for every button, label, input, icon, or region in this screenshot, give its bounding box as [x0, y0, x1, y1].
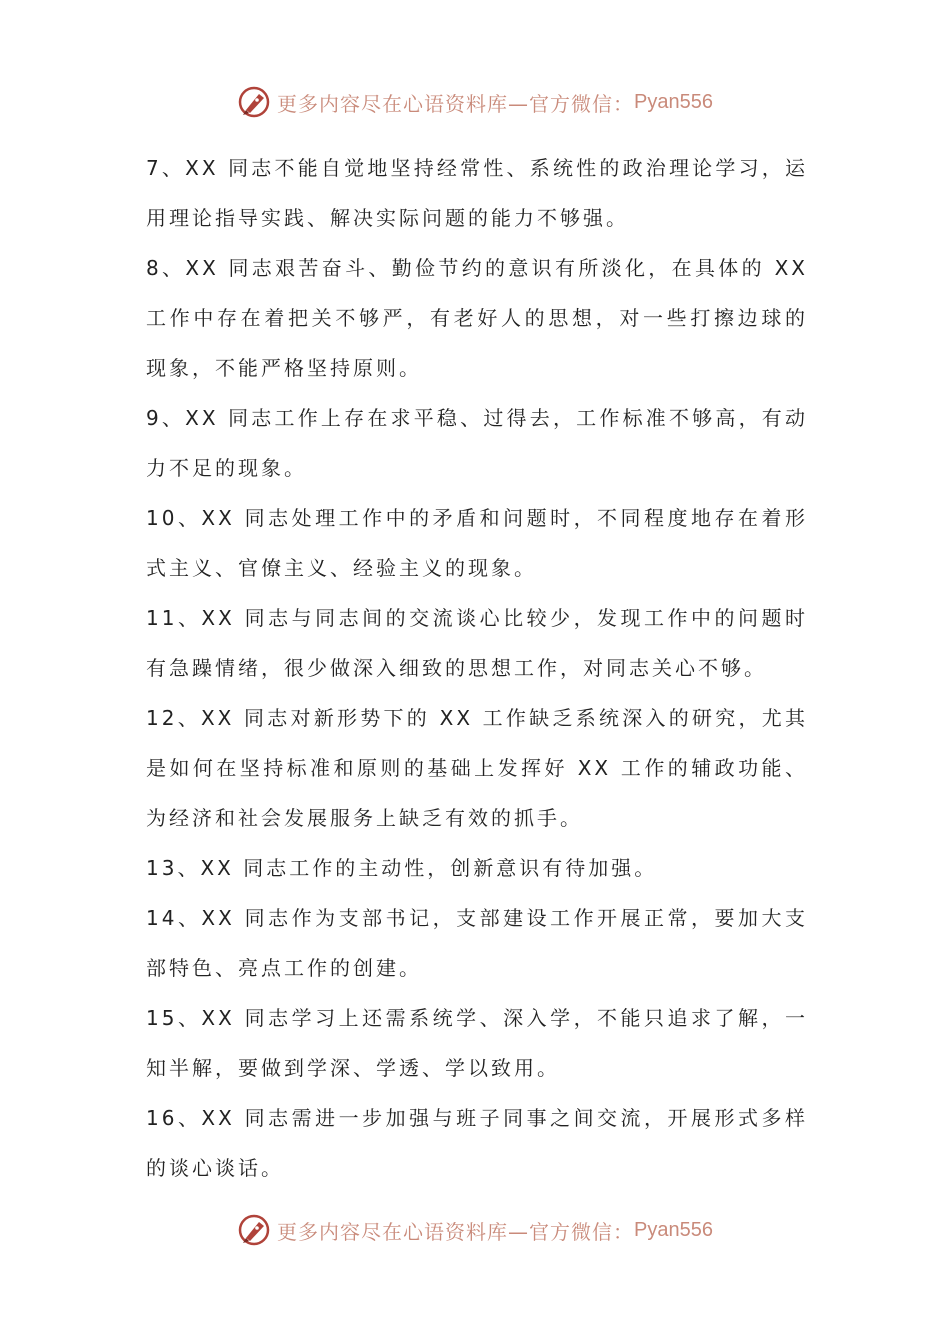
list-item: 14、XX 同志作为支部书记，支部建设工作开展正常，要加大支部特色、亮点工作的创建。 — [146, 906, 808, 980]
list-item: 11、XX 同志与同志间的交流谈心比较少，发现工作中的问题时有急躁情绪，很少做深入细致的思想工作，对同志关心不够。 — [146, 606, 808, 680]
list-item: 8、XX 同志艰苦奋斗、勤俭节约的意识有所淡化，在具体的 XX 工作中存在着把关不够严，有老好人的思想，对一些打擦边球的现象，不能严格坚持原则。 — [146, 256, 808, 380]
list-item: 12、XX 同志对新形势下的 XX 工作缺乏系统深入的研究，尤其是如何在坚持标准和原则的基础上发挥好 XX 工作的辅政功能、为经济和社会发展服务上缺乏有效的抓手。 — [146, 706, 808, 830]
list-item: 9、XX 同志工作上存在求平稳、过得去，工作标准不够高，有动力不足的现象。 — [146, 406, 808, 480]
list-item: 7、XX 同志不能自觉地坚持经常性、系统性的政治理论学习，运用理论指导实践、解决实际问题的能力不够强。 — [146, 156, 808, 230]
banner-wechat-id: Pyan556 — [634, 90, 713, 113]
document-body — [146, 143, 808, 1193]
list-item: 15、XX 同志学习上还需系统学、深入学，不能只追求了解，一知半解，要做到学深、学透、学以致用。 — [146, 1006, 808, 1080]
banner-wechat-id: Pyan556 — [634, 1218, 713, 1241]
list-item: 13、XX 同志工作的主动性，创新意识有待加强。 — [146, 856, 658, 880]
header-banner — [0, 80, 950, 124]
banner-text: 更多内容尽在心语资料库—官方微信： — [277, 91, 635, 116]
footer-banner — [0, 1208, 950, 1252]
banner-text: 更多内容尽在心语资料库—官方微信： — [277, 1219, 635, 1244]
list-item: 10、XX 同志处理工作中的矛盾和问题时，不同程度地存在着形式主义、官僚主义、经验主义的现象。 — [146, 506, 808, 580]
pen-nib-logo-icon — [237, 85, 271, 119]
list-item: 16、XX 同志需进一步加强与班子同事之间交流，开展形式多样的谈心谈话。 — [146, 1106, 808, 1180]
pen-nib-logo-icon — [237, 1213, 271, 1247]
